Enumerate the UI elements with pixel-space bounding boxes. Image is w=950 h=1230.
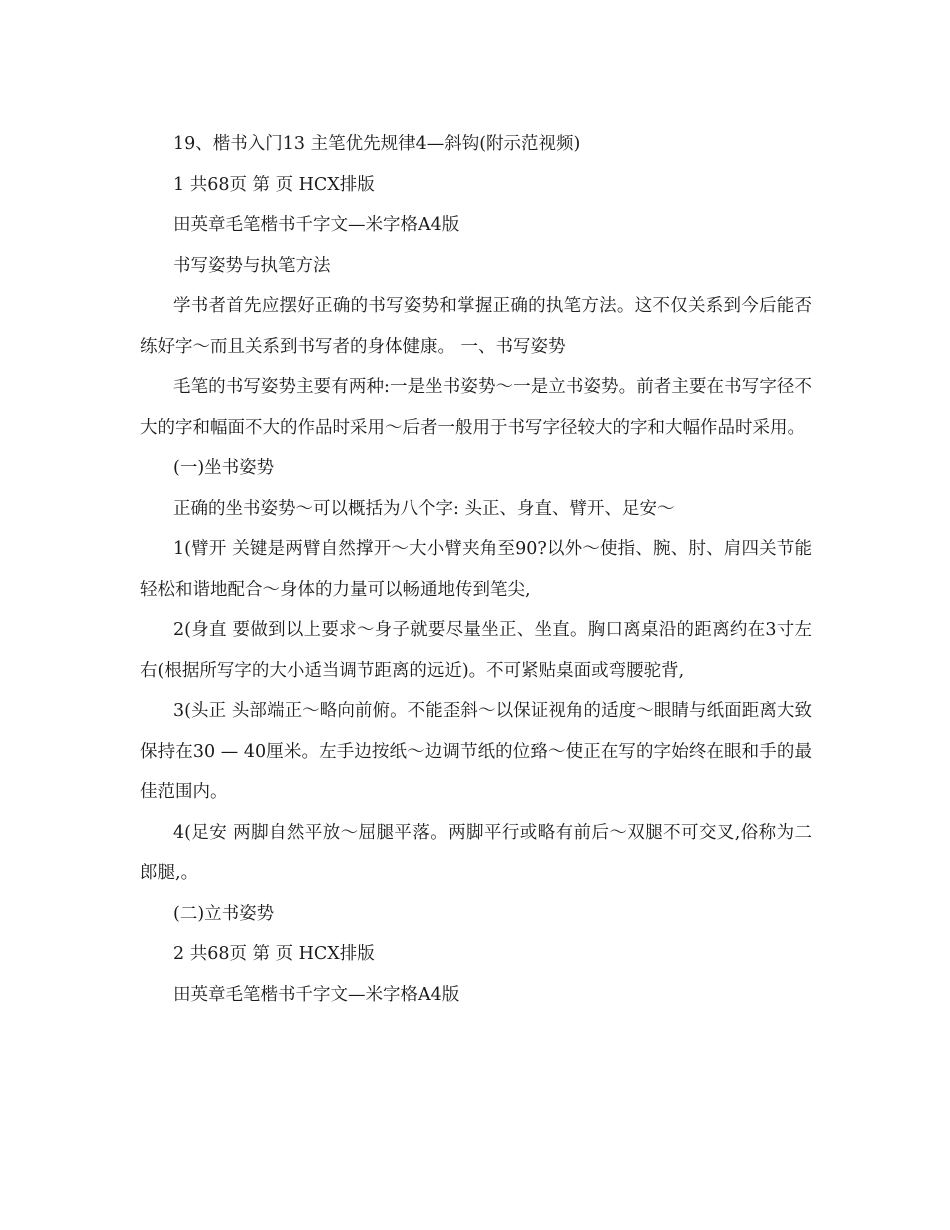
article-title-line: 19、楷书入门13 主笔优先规律4—斜钩(附示范视频): [173, 134, 581, 154]
intro-paragraph: 学书者首先应摆好正确的书写姿势和掌握正确的执笔方法。这不仅关系到今后能否练好字～而且关系到书写者的身体健康。 一、书写姿势: [140, 296, 812, 357]
subheading-standing: (二)立书姿势: [173, 903, 275, 924]
posture-paragraph: 毛笔的书写姿势主要有两种:一是坐书姿势～一是立书姿势。前者主要在书写字径不大的字和幅面不大的作品时采用～后者一般用于书写字径较大的字和大幅作品时采用。: [140, 377, 812, 438]
page-header-2: 田英章毛笔楷书千字文—米字格A4版: [173, 984, 460, 1005]
subheading-sitting: (一)坐书姿势: [173, 458, 275, 478]
page-header-1: 田英章毛笔楷书千字文—米字格A4版: [173, 215, 460, 235]
list-item-feet: 4(足安 两脚自然平放～屈腿平落。两脚平行或略有前后～双腿不可交叉,俗称为二郎腿,。: [140, 822, 812, 883]
page-footer-2: 2 共68页 第 页 HCX排版: [173, 944, 375, 964]
sitting-summary: 正确的坐书姿势～可以概括为八个字: 头正、身直、臂开、足安～: [173, 498, 675, 519]
section-heading: 书写姿势与执笔方法: [173, 255, 331, 276]
page-footer-1: 1 共68页 第 页 HCX排版: [173, 174, 375, 195]
list-item-arms: 1(臂开 关键是两臂自然撑开～大小臂夹角至90?以外～使指、腕、肘、肩四关节能轻松和谐地配合～身体的力量可以畅通地传到笔尖,: [140, 539, 812, 600]
document-body: [140, 124, 812, 1015]
list-item-head: 3(头正 头部端正～略向前俯。不能歪斜～以保证视角的适度～眼睛与纸面距离大致保持在30 — 40厘米。左手边按纸～边调节纸的位臵～使正在写的字始终在眼和手的最佳范围内。: [140, 701, 812, 802]
list-item-body: 2(身直 要做到以上要求～身子就要尽量坐正、坐直。胸口离桌沿的距离约在3寸左右(根据所写字的大小适当调节距离的远近)。不可紧贴桌面或弯腰驼背,: [140, 620, 812, 681]
